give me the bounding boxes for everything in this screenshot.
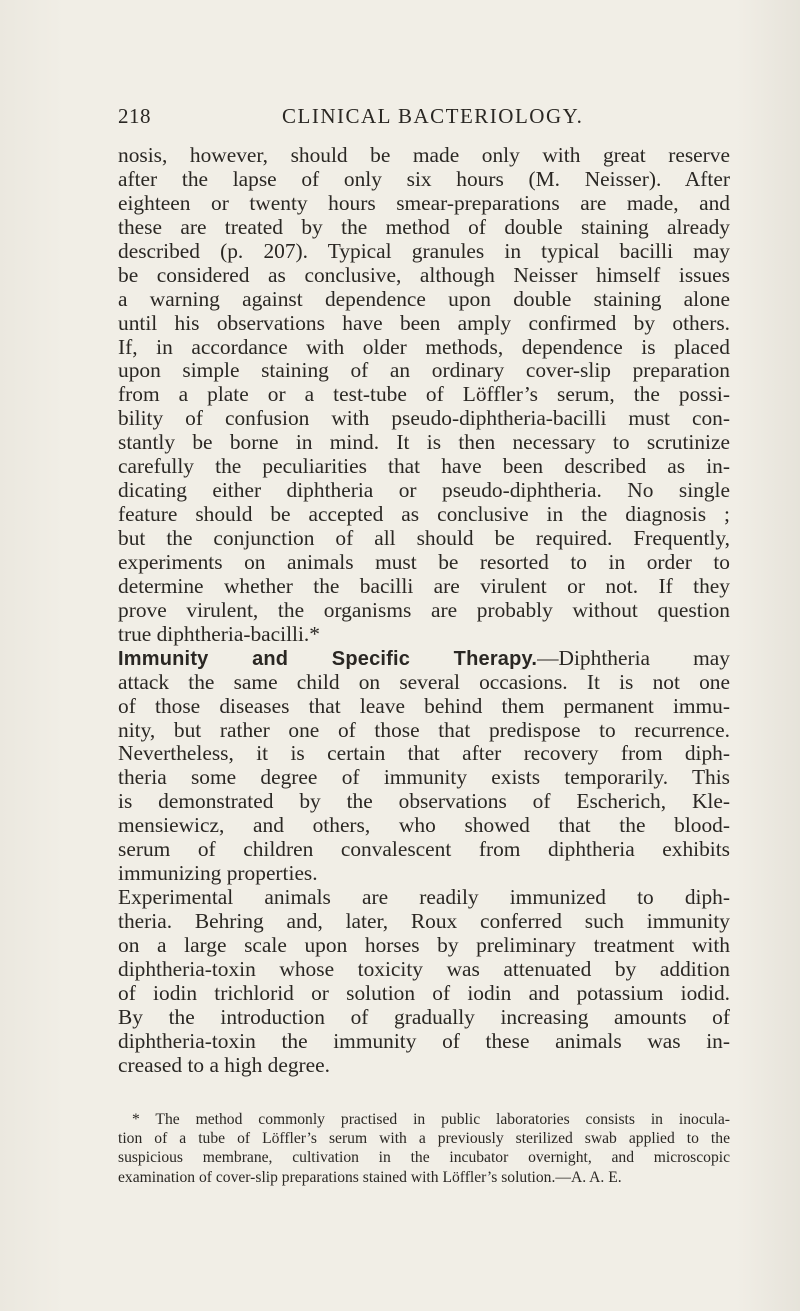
footnote-line: * The method commonly practised in public laboratories consists in inocula- <box>132 1111 730 1128</box>
text-line: experiments on animals must be resorted to in order to <box>118 549 730 574</box>
running-head <box>118 104 730 134</box>
text-line: creased to a high degree. <box>118 1052 331 1077</box>
text-line: dicating either diphtheria or pseudo-diphtheria. No single <box>118 478 730 503</box>
text-line: Nevertheless, it is certain that after recovery from diph- <box>118 741 730 766</box>
text-line: after the lapse of only six hours (M. Neisser). After <box>118 166 730 191</box>
text-line: serum of children convalescent from diphtheria exhibits <box>118 837 730 862</box>
text-line: determine whether the bacilli are virulent or not. If they <box>118 573 730 598</box>
footnote-line: tion of a tube of Löffler’s serum with a previously sterilized swab applied to the <box>118 1130 730 1148</box>
text-line: until his observations have been amply confirmed by others. <box>118 310 730 335</box>
text-line: but the conjunction of all should be required. Frequently, <box>118 526 730 550</box>
text-line: Experimental animals are readily immunized to diph- <box>118 885 730 910</box>
text-line: nity, but rather one of those that predispose to recurrence. <box>118 717 730 742</box>
text-line: prove virulent, the organisms are probably without question <box>118 597 730 622</box>
text-line: carefully the peculiarities that have been described as in- <box>118 454 730 479</box>
footnote-line: examination of cover-slip preparations stained with Löffler’s solution.—A. A. E. <box>118 1168 622 1186</box>
section-first-line-rest: —Diphtheria may <box>537 645 730 670</box>
body-text <box>118 144 730 1078</box>
text-line: theria some degree of immunity exists temporarily. This <box>118 765 730 790</box>
text-line: If, in accordance with older methods, dependence is placed <box>118 334 730 359</box>
text-line: upon simple staining of an ordinary cover-slip preparation <box>118 358 730 383</box>
text-line: a warning against dependence upon double staining alone <box>118 286 730 311</box>
running-title: CLINICAL BACTERIOLOGY. <box>282 104 584 128</box>
text-line: these are treated by the method of double staining already <box>118 214 730 239</box>
text-line: true diphtheria-bacilli.* <box>118 621 320 646</box>
text-line: be considered as conclusive, although Neisser himself issues <box>118 262 730 287</box>
text-line: is demonstrated by the observations of Escherich, Kle- <box>118 789 730 814</box>
text-line: of iodin trichlorid or solution of iodin and potassium iodid. <box>118 980 730 1005</box>
text-line: of those diseases that leave behind them permanent immu- <box>118 693 730 718</box>
text-line: theria. Behring and, later, Roux conferred such immunity <box>118 909 730 933</box>
text-line: nosis, however, should be made only with great reserve <box>118 143 730 167</box>
text-line: stantly be borne in mind. It is then necessary to scrutinize <box>118 430 730 455</box>
text-line: By the introduction of gradually increasing amounts of <box>118 1004 730 1029</box>
text-line: diphtheria-toxin whose toxicity was attenuated by addition <box>118 956 730 981</box>
text-line: bility of confusion with pseudo-diphtheria-bacilli must con- <box>118 406 730 431</box>
text-line: on a large scale upon horses by preliminary treatment with <box>118 932 730 957</box>
text-line: diphtheria-toxin the immunity of these animals was in- <box>118 1028 730 1053</box>
footnote <box>118 1110 730 1187</box>
section-heading: Immunity and Specific Therapy. <box>118 647 538 670</box>
text-line: immunizing properties. <box>118 861 318 886</box>
text-line: feature should be accepted as conclusive in the diagnosis ; <box>118 502 730 527</box>
text-line: mensiewicz, and others, who showed that the blood- <box>118 813 730 838</box>
text-line: attack the same child on several occasions. It is not one <box>118 669 730 694</box>
footnote-line: suspicious membrane, cultivation in the incubator overnight, and microscopic <box>118 1149 730 1167</box>
page-number: 218 <box>118 104 151 128</box>
section-first-line <box>118 647 730 671</box>
text-line: eighteen or twenty hours smear-preparations are made, and <box>118 190 730 215</box>
text-line: from a plate or a test-tube of Löffler’s serum, the possi- <box>118 382 730 407</box>
text-line: described (p. 207). Typical granules in typical bacilli may <box>118 238 730 263</box>
